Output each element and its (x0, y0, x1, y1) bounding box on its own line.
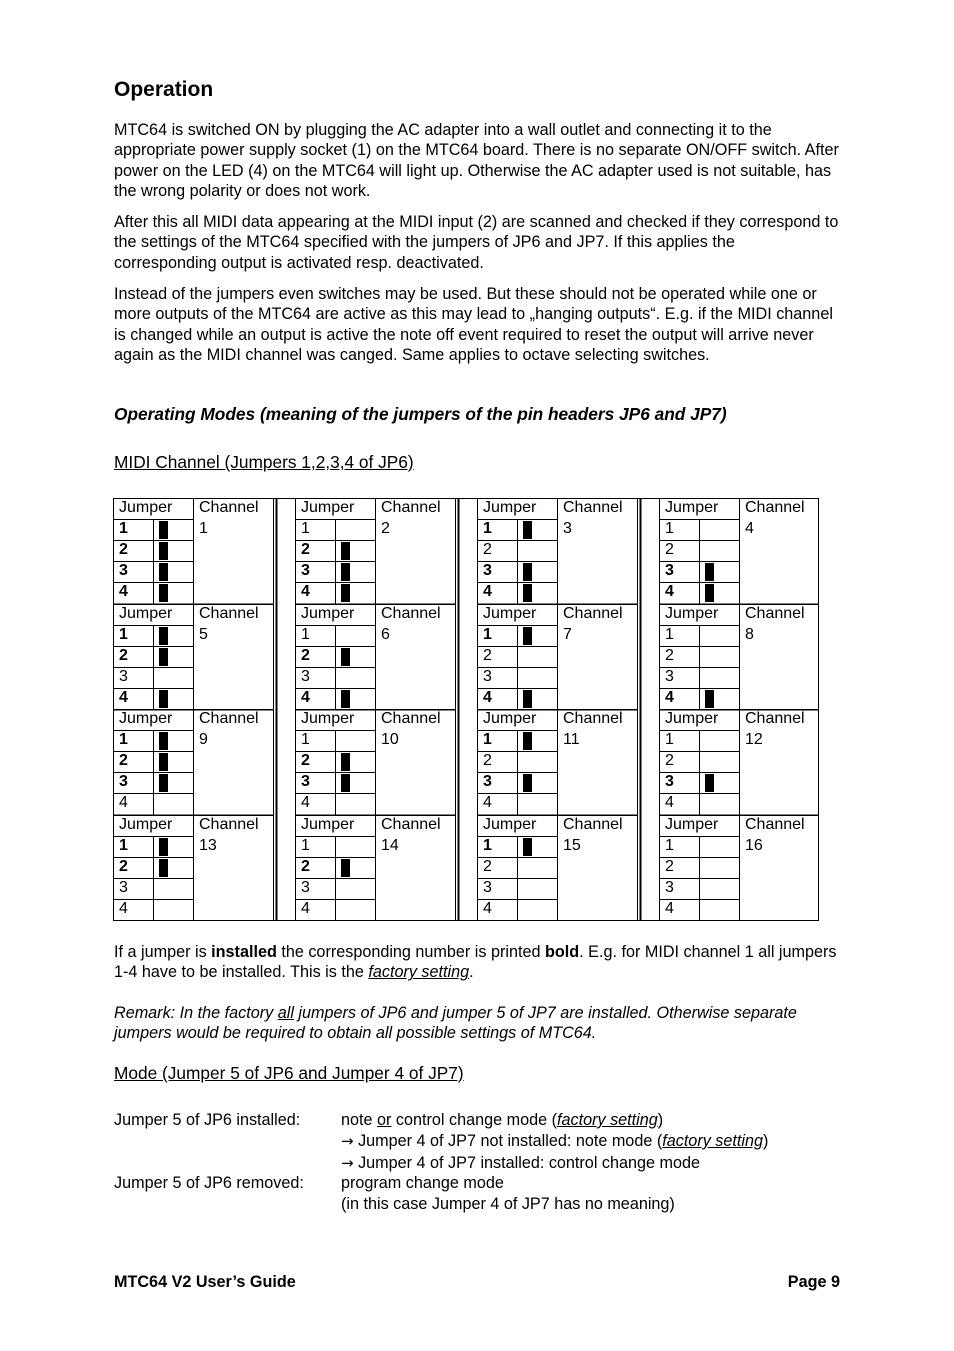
note-text-4: . (469, 963, 474, 982)
jumper-header: Jumper (119, 499, 173, 516)
jumper-number: 1 (483, 837, 492, 854)
footer-page-number: Page 9 (787, 1273, 840, 1291)
installed-jumper-bar (341, 542, 350, 560)
jumper-number: 2 (301, 858, 310, 875)
jumper-number: 4 (301, 794, 310, 811)
jumper-number: 1 (301, 520, 310, 537)
jumper-number: 1 (665, 837, 674, 854)
installed-jumper-bar (159, 774, 168, 792)
jumper-number: 4 (483, 583, 492, 600)
jumper-number: 3 (483, 562, 492, 579)
jumper-number: 4 (119, 794, 128, 811)
jumper-number: 2 (301, 541, 310, 558)
jumper-number: 4 (665, 794, 674, 811)
mode-label: Mode (Jumper 5 of JP6 and Jumper 4 of JP7) (114, 1063, 464, 1083)
channel-number: 13 (199, 837, 217, 854)
installed-jumper-bar (523, 584, 532, 602)
installed-jumper-bar (159, 563, 168, 581)
paragraph-midi-scan: After this all MIDI data appearing at the MIDI input (2) are scanned and checked if they correspond to the settings of the MTC64 specified with the jumpers of JP6 and JP7. If this applies the corresponding output is activated resp. deactivated. (114, 213, 839, 272)
jumper-number: 3 (665, 562, 674, 579)
jumper-number: 3 (665, 879, 674, 896)
jumper-number: 3 (483, 773, 492, 790)
mode-removed-label: Jumper 5 of JP6 removed: (114, 1174, 304, 1192)
installed-jumper-bar (523, 774, 532, 792)
mode-installed-value (341, 1110, 663, 1130)
channel-header: Channel (745, 816, 805, 833)
jumper-number: 2 (119, 858, 128, 875)
jumper-header: Jumper (483, 710, 537, 727)
installed-jumper-bar (159, 732, 168, 750)
channel-header: Channel (563, 816, 623, 833)
jumper-number: 1 (119, 520, 128, 537)
jumper-header: Jumper (119, 605, 173, 622)
paragraph-switches: Instead of the jumpers even switches may be used. But these should not be operated while one or more outputs of the MTC64 are active as this may lead to „hanging outputs“. E.g. if the MIDI channel is changed while an output is active the note off event required to reset the output will arrive never again as the MIDI channel was canged. Same applies to octave selecting switches. (114, 285, 833, 365)
installed-jumper-bar (523, 690, 532, 708)
channel-header: Channel (199, 816, 259, 833)
jumper-number: 2 (301, 647, 310, 664)
channel-number: 8 (745, 626, 754, 643)
jumper-number: 1 (301, 837, 310, 854)
installed-jumper-bar (523, 627, 532, 645)
installed-jumper-bar (159, 859, 168, 877)
mode-sub-installed (341, 1153, 700, 1173)
installed-jumper-bar (705, 774, 714, 792)
jumper-number: 3 (119, 879, 128, 896)
remark-text-2: jumpers of JP6 and jumper 5 of JP7 are installed. Otherwise separate jumpers would be required to obtain all possible settings of MTC64. (114, 1004, 797, 1043)
channel-header: Channel (199, 499, 259, 516)
jumper-header: Jumper (301, 499, 355, 516)
channel-header: Channel (199, 605, 259, 622)
jumper-number: 2 (483, 647, 492, 664)
installed-jumper-bar (341, 648, 350, 666)
channel-header: Channel (745, 499, 805, 516)
installed-jumper-bar (159, 584, 168, 602)
channel-header: Channel (563, 605, 623, 622)
jumper-number: 2 (483, 541, 492, 558)
jumper-number: 4 (301, 583, 310, 600)
channel-number: 7 (563, 626, 572, 643)
arrow-right-icon: → (341, 1132, 354, 1150)
installed-jumper-bar (159, 690, 168, 708)
mode-control-change-text: control change mode ( (391, 1111, 557, 1129)
jumper-number: 2 (119, 647, 128, 664)
jumper-number: 3 (301, 562, 310, 579)
factory-remark (114, 1003, 840, 1044)
channel-number: 14 (381, 837, 399, 854)
installed-jumper-bar (523, 838, 532, 856)
jumper-number: 2 (665, 541, 674, 558)
jumper-number: 3 (301, 879, 310, 896)
jumper-number: 4 (665, 689, 674, 706)
jumper-header: Jumper (665, 605, 719, 622)
jumper-number: 1 (665, 520, 674, 537)
installed-jumper-bar (159, 838, 168, 856)
installed-jumper-bar (159, 627, 168, 645)
mode-factory-setting: factory setting (557, 1111, 658, 1129)
sub2-text: Jumper 4 of JP7 installed: control change mode (353, 1154, 701, 1172)
jumper-header: Jumper (119, 816, 173, 833)
channel-number: 6 (381, 626, 390, 643)
midi-channel-jumper-table (113, 498, 819, 921)
jumper-number: 2 (483, 858, 492, 875)
jumper-number: 1 (665, 731, 674, 748)
installed-jumper-bar (523, 521, 532, 539)
jumper-number: 2 (119, 541, 128, 558)
channel-number: 3 (563, 520, 572, 537)
installed-jumper-bar (705, 690, 714, 708)
operating-modes-title: Operating Modes (meaning of the jumpers of the pin headers JP6 and JP7) (114, 404, 727, 424)
jumper-number: 1 (483, 626, 492, 643)
channel-number: 15 (563, 837, 581, 854)
jumper-number: 2 (119, 752, 128, 769)
jumper-header: Jumper (301, 605, 355, 622)
installed-jumper-bar (523, 563, 532, 581)
jumper-number: 1 (119, 731, 128, 748)
installed-jumper-bar (159, 753, 168, 771)
channel-header: Channel (381, 605, 441, 622)
jumper-number: 2 (665, 752, 674, 769)
jumper-number: 1 (119, 626, 128, 643)
jumper-number: 1 (483, 731, 492, 748)
channel-header: Channel (381, 710, 441, 727)
jumper-number: 2 (665, 858, 674, 875)
installed-jumper-bar (341, 774, 350, 792)
mode-or-word: or (377, 1111, 392, 1129)
jumper-header: Jumper (301, 816, 355, 833)
installed-jumper-bar (341, 563, 350, 581)
installed-jumper-bar (341, 584, 350, 602)
jumper-number: 3 (665, 668, 674, 685)
mode-removed-note: (in this case Jumper 4 of JP7 has no meaning) (341, 1195, 675, 1213)
jumper-number: 4 (119, 689, 128, 706)
channel-number: 4 (745, 520, 754, 537)
jumper-number: 4 (665, 583, 674, 600)
jumper-number: 3 (301, 668, 310, 685)
mode-note-text: note (341, 1111, 378, 1129)
jumper-number: 4 (483, 689, 492, 706)
channel-header: Channel (563, 710, 623, 727)
midi-channel-label: MIDI Channel (Jumpers 1,2,3,4 of JP6) (114, 452, 414, 472)
jumper-number: 4 (119, 900, 128, 917)
jumper-number: 4 (119, 583, 128, 600)
channel-header: Channel (563, 499, 623, 516)
jumper-header: Jumper (665, 499, 719, 516)
jumper-number: 3 (301, 773, 310, 790)
installed-jumper-bar (341, 859, 350, 877)
jumper-number: 1 (119, 837, 128, 854)
sub1-factory-setting: factory setting (662, 1132, 763, 1150)
jumper-number: 1 (483, 520, 492, 537)
jumper-number: 1 (665, 626, 674, 643)
jumper-number: 4 (301, 900, 310, 917)
mode-close-paren: ) (657, 1111, 664, 1129)
channel-header: Channel (381, 816, 441, 833)
sub1-text: Jumper 4 of JP7 not installed: note mode ( (353, 1132, 663, 1150)
mode-installed-label: Jumper 5 of JP6 installed: (114, 1111, 301, 1129)
jumper-number: 1 (301, 731, 310, 748)
installed-jumper-bar (341, 690, 350, 708)
channel-number: 12 (745, 731, 763, 748)
jumper-number: 4 (301, 689, 310, 706)
channel-number: 9 (199, 731, 208, 748)
jumper-bold-note (114, 942, 840, 983)
jumper-number: 3 (119, 668, 128, 685)
installed-jumper-bar (159, 542, 168, 560)
installed-jumper-bar (341, 753, 350, 771)
channel-number: 10 (381, 731, 399, 748)
channel-number: 11 (563, 731, 580, 748)
installed-jumper-bar (159, 521, 168, 539)
channel-header: Channel (745, 605, 805, 622)
mode-sub-not-installed (341, 1131, 768, 1151)
note-bold-word: bold (545, 943, 580, 961)
jumper-number: 1 (301, 626, 310, 643)
jumper-header: Jumper (665, 710, 719, 727)
jumper-header: Jumper (483, 605, 537, 622)
installed-jumper-bar (523, 732, 532, 750)
remark-all-word: all (277, 1004, 294, 1022)
channel-header: Channel (381, 499, 441, 516)
channel-header: Channel (199, 710, 259, 727)
jumper-number: 3 (119, 773, 128, 790)
jumper-header: Jumper (483, 499, 537, 516)
section-title: Operation (114, 78, 214, 101)
channel-number: 16 (745, 837, 763, 854)
jumper-number: 2 (483, 752, 492, 769)
installed-jumper-bar (705, 563, 714, 581)
footer-guide-title: MTC64 V2 User’s Guide (114, 1273, 296, 1291)
sub1-close-paren: ) (763, 1132, 769, 1150)
installed-jumper-bar (705, 584, 714, 602)
channel-number: 1 (199, 520, 208, 537)
arrow-right-icon: → (341, 1154, 354, 1172)
channel-header: Channel (745, 710, 805, 727)
note-text-3: . E.g. for MIDI channel 1 all jumpers 1-4 have to be installed. This is the (114, 943, 837, 982)
jumper-number: 2 (665, 647, 674, 664)
note-text-1: If a jumper is (114, 943, 212, 961)
note-installed-word: installed (211, 943, 277, 961)
jumper-header: Jumper (483, 816, 537, 833)
jumper-header: Jumper (301, 710, 355, 727)
mode-removed-value: program change mode (341, 1174, 504, 1192)
jumper-number: 4 (483, 794, 492, 811)
jumper-number: 2 (301, 752, 310, 769)
note-factory-setting: factory setting (368, 963, 470, 982)
note-text-2: the corresponding number is printed (276, 943, 545, 961)
channel-number: 5 (199, 626, 208, 643)
paragraph-power-on: MTC64 is switched ON by plugging the AC adapter into a wall outlet and connecting it to the appropriate power supply socket (1) on the MTC64 board. There is no separate ON/OFF switch. After power on the LED (4) on the MTC64 will light up. Otherwise the AC adapter used is not suitable, has the wrong polarity or does not work. (114, 121, 839, 201)
jumper-number: 3 (483, 668, 492, 685)
channel-number: 2 (381, 520, 390, 537)
jumper-header: Jumper (119, 710, 173, 727)
jumper-number: 4 (483, 900, 492, 917)
jumper-number: 3 (665, 773, 674, 790)
jumper-number: 3 (119, 562, 128, 579)
jumper-number: 3 (483, 879, 492, 896)
installed-jumper-bar (159, 648, 168, 666)
remark-text-1: Remark: In the factory (114, 1004, 278, 1022)
jumper-number: 4 (665, 900, 674, 917)
jumper-header: Jumper (665, 816, 719, 833)
